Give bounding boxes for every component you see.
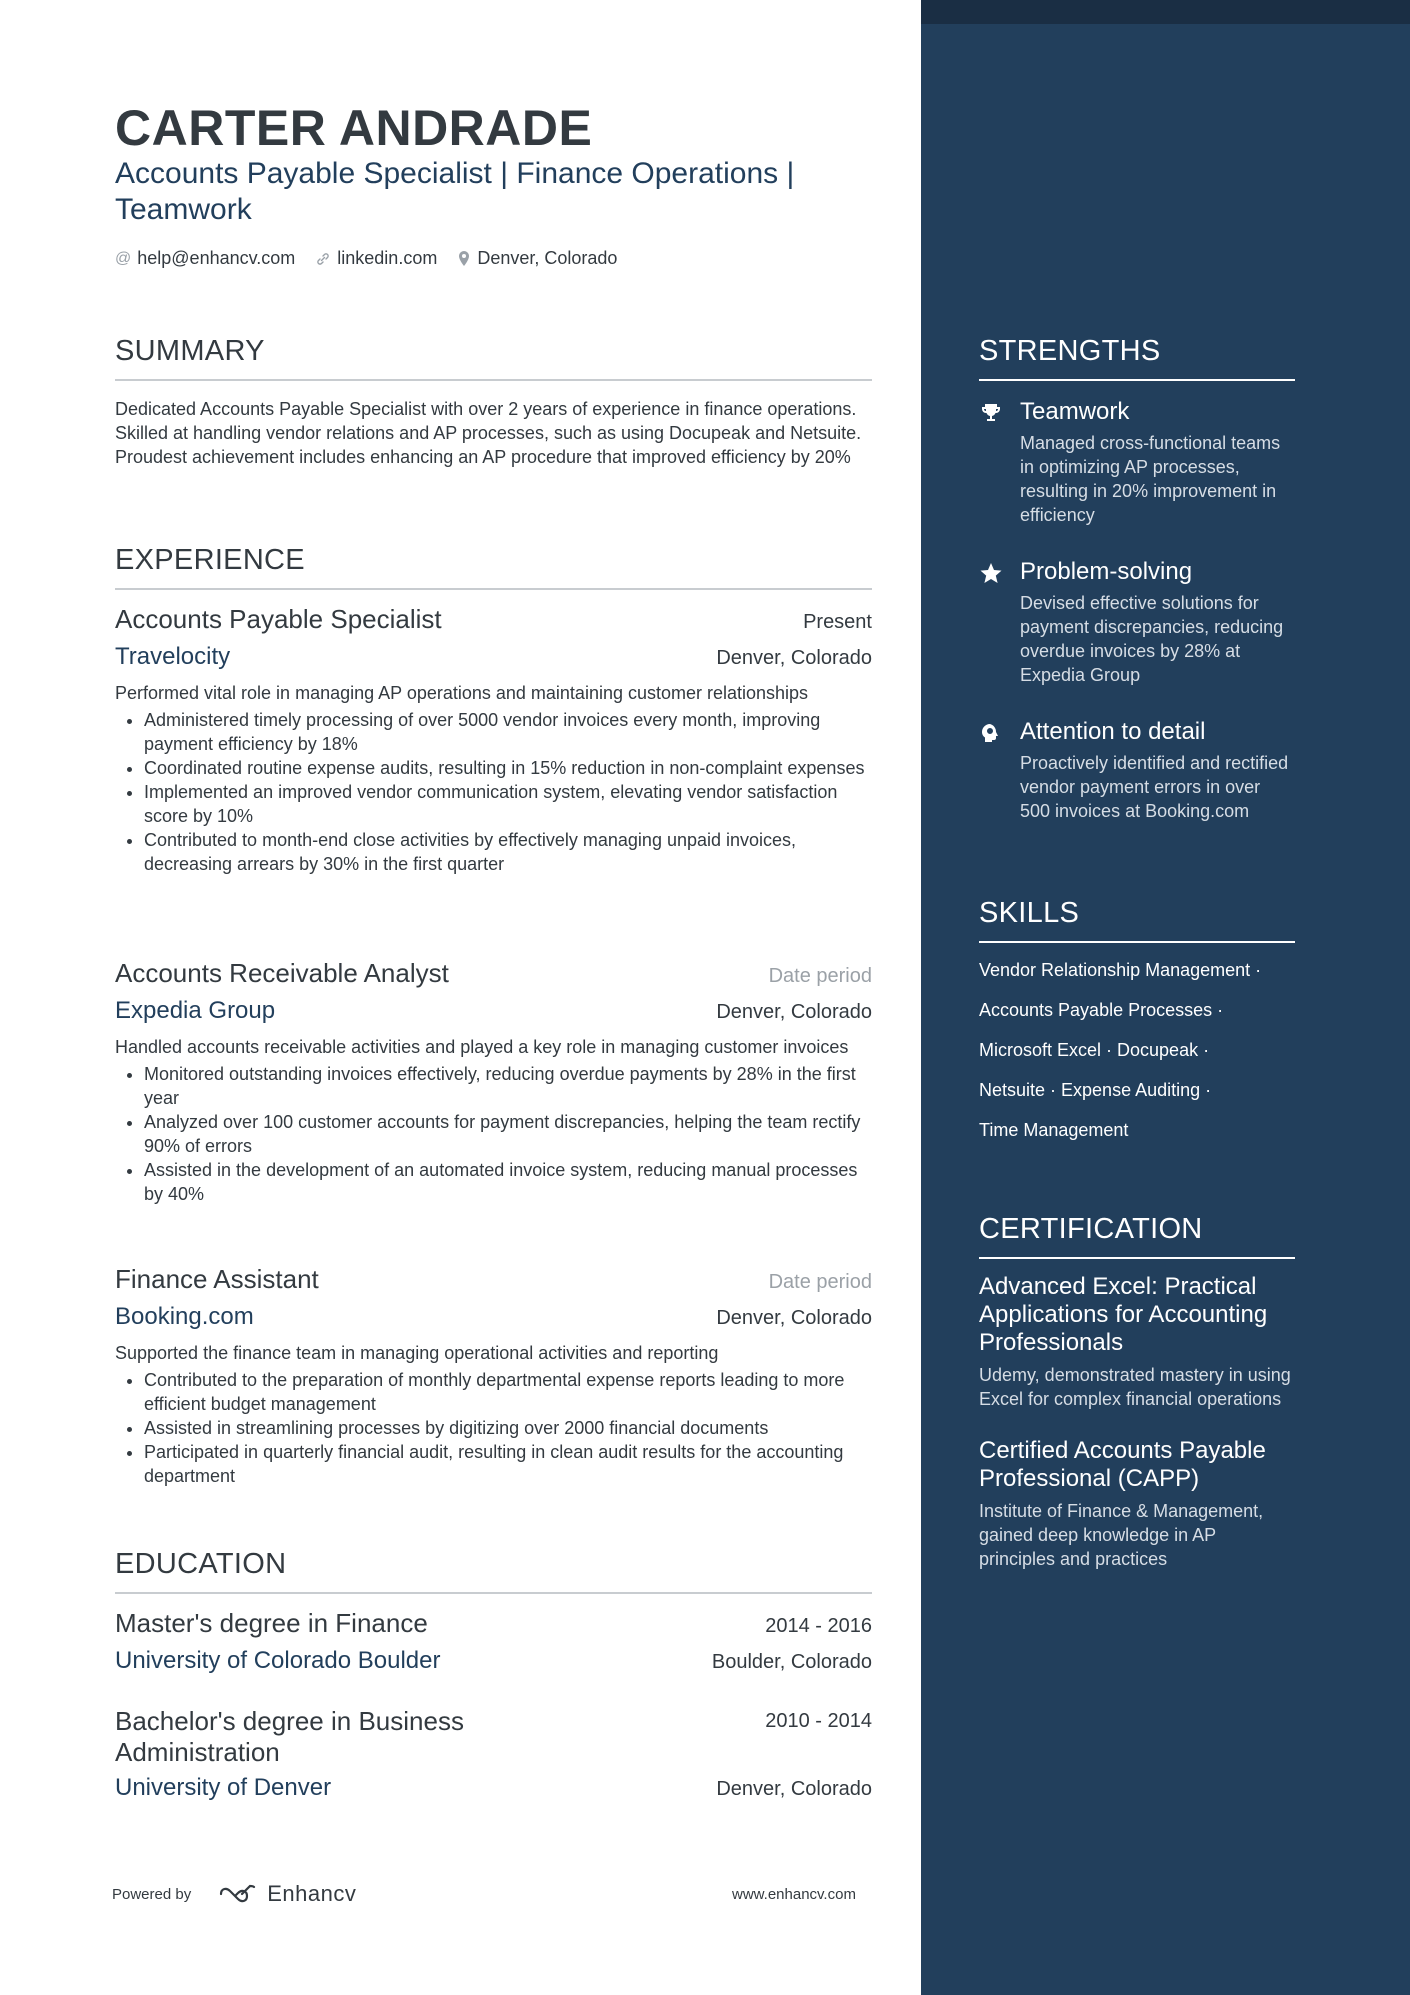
company-location: Denver, Colorado [716, 1307, 872, 1329]
job-bullet: • Monitored outstanding invoices effectively, reducing overdue payments by 28% in the first year [144, 1062, 872, 1110]
job-bullet: • Coordinated routine expense audits, resulting in 15% reduction in non-complaint expenses [144, 756, 872, 780]
certification-name: Certified Accounts Payable Professional (CAPP) [979, 1437, 1266, 1492]
sidebar-top-band [921, 0, 1410, 24]
experience-section [115, 542, 872, 590]
skill-line: Netsuite · Expense Auditing · [979, 1080, 1212, 1100]
job-title: Accounts Receivable Analyst [115, 958, 449, 988]
school-name: University of Denver [115, 1774, 332, 1801]
strength-item [979, 557, 1295, 687]
summary-title: SUMMARY [115, 335, 265, 367]
school-location: Boulder, Colorado [711, 1651, 872, 1673]
divider [115, 1592, 872, 1594]
certification-title: CERTIFICATION [979, 1213, 1203, 1245]
strength-desc: Devised effective solutions for payment discrepancies, reducing overdue invoices by 28% at Expedia Group [1020, 593, 1284, 685]
skills-title: SKILLS [979, 897, 1080, 929]
degree-title: Master's degree in Finance [115, 1608, 428, 1638]
strength-title: Teamwork [1020, 398, 1130, 425]
skills-section [979, 895, 1295, 1158]
contact-linkedin[interactable] [315, 248, 437, 269]
footer-powered-by [112, 1881, 356, 1907]
divider [115, 379, 872, 381]
divider [979, 379, 1295, 381]
job-description: Performed vital role in managing AP operations and maintaining customer relationships [115, 683, 809, 703]
skill-line: Time Management [979, 1120, 1129, 1140]
star-icon [979, 561, 1003, 585]
strength-item [979, 397, 1295, 527]
job-entry [115, 1264, 872, 1488]
education-entry [115, 1608, 872, 1675]
job-bullets [115, 1368, 872, 1488]
contact-location [457, 248, 617, 269]
job-bullet: • Contributed to month-end close activities by effectively managing unpaid invoices, decreasing arrears by 30% in the first quarter [144, 828, 872, 876]
strengths-title: STRENGTHS [979, 335, 1161, 367]
job-description: Handled accounts receivable activities and played a key role in managing customer invoices [115, 1037, 849, 1057]
education-section [115, 1546, 872, 1594]
job-bullet: • Contributed to the preparation of monthly departmental expense reports leading to more efficient budget management [144, 1368, 872, 1416]
company-name: Booking.com [115, 1303, 254, 1330]
strengths-section [979, 333, 1295, 823]
enhancv-logo[interactable] [217, 1881, 356, 1907]
job-bullet: • Analyzed over 100 customer accounts for payment discrepancies, helping the team rectify 90% of errors [144, 1110, 872, 1158]
certification-desc: Udemy, demonstrated mastery in using Excel for complex financial operations [979, 1365, 1291, 1409]
divider [979, 1257, 1295, 1259]
company-name: Expedia Group [115, 997, 276, 1024]
job-date: Date period [768, 965, 872, 987]
certification-desc: Institute of Finance & Management, gained deep knowledge in AP principles and practices [979, 1501, 1264, 1569]
job-title: Finance Assistant [115, 1264, 319, 1294]
divider [115, 588, 872, 590]
job-entry [115, 604, 872, 876]
education-date: 2010 - 2014 [765, 1710, 872, 1732]
link-icon [315, 251, 331, 267]
job-bullets [115, 1062, 872, 1206]
certification-section [979, 1211, 1295, 1571]
education-title: EDUCATION [115, 1548, 287, 1580]
brain-icon [979, 721, 1003, 745]
contact-location-text: Denver, Colorado [477, 248, 618, 268]
at-icon: @ [115, 249, 132, 267]
job-bullet: • Implemented an improved vendor communication system, elevating vendor satisfaction score by 10% [144, 780, 872, 828]
contact-bar [115, 248, 637, 269]
summary-section [115, 333, 872, 469]
powered-by-label: Powered by [112, 1885, 192, 1903]
job-bullet: • Administered timely processing of over 5000 vendor invoices every month, improving payment efficiency by 18% [144, 708, 872, 756]
contact-email[interactable] [115, 248, 295, 269]
strength-desc: Proactively identified and rectified vendor payment errors in over 500 invoices at Booking.com [1020, 753, 1289, 821]
enhancv-brand: Enhancv [267, 1881, 357, 1906]
company-location: Denver, Colorado [716, 647, 872, 669]
certification-item [979, 1437, 1295, 1571]
job-date: Present [803, 611, 872, 633]
skill-line: Vendor Relationship Management · [979, 960, 1262, 980]
contact-linkedin-text: linkedin.com [337, 248, 438, 268]
strength-item [979, 717, 1295, 823]
job-bullets [115, 708, 872, 876]
education-entry [115, 1706, 872, 1802]
job-bullet: • Assisted in the development of an automated invoice system, reducing manual processes by 40% [144, 1158, 872, 1206]
certification-item [979, 1273, 1295, 1411]
summary-text: Dedicated Accounts Payable Specialist with over 2 years of experience in finance operations. Skilled at handling vendor relations and AP processes, such as using Docupeak and Netsuite. Proudest achievement includes enhancing an AP procedure that improved efficiency by 20% [115, 399, 862, 467]
candidate-name: CARTER ANDRADE [115, 100, 593, 156]
footer-website[interactable]: www.enhancv.com [732, 1886, 856, 1903]
location-pin-icon [457, 250, 471, 268]
trophy-icon [979, 401, 1003, 425]
skill-line: Microsoft Excel · Docupeak · [979, 1040, 1210, 1060]
job-description: Supported the finance team in managing operational activities and reporting [115, 1343, 719, 1363]
job-entry [115, 958, 872, 1206]
experience-title: EXPERIENCE [115, 544, 305, 576]
divider [979, 941, 1295, 943]
certification-name: Advanced Excel: Practical Applications for Accounting Professionals [979, 1273, 1268, 1356]
job-title: Accounts Payable Specialist [115, 604, 442, 634]
strength-title: Attention to detail [1020, 718, 1206, 745]
job-bullet: • Participated in quarterly financial audit, resulting in clean audit results for the accounting department [144, 1440, 872, 1488]
headline: Accounts Payable Specialist | Finance Operations | Teamwork [115, 157, 795, 226]
contact-email-text: help@enhancv.com [137, 248, 296, 268]
education-date: 2014 - 2016 [765, 1615, 872, 1637]
strength-title: Problem-solving [1020, 558, 1193, 585]
job-bullet: • Assisted in streamlining processes by digitizing over 2000 financial documents [144, 1416, 872, 1440]
company-location: Denver, Colorado [716, 1001, 872, 1023]
enhancv-logo-icon [217, 1882, 263, 1906]
school-name: University of Colorado Boulder [115, 1647, 441, 1674]
skill-line: Accounts Payable Processes · [979, 1000, 1224, 1020]
skills-list [979, 958, 1295, 1142]
degree-title: Bachelor's degree in Business Administration [115, 1706, 464, 1767]
strength-desc: Managed cross-functional teams in optimizing AP processes, resulting in 20% improvement in efficiency [1020, 433, 1281, 525]
school-location: Denver, Colorado [716, 1778, 872, 1800]
job-date: Date period [768, 1271, 872, 1293]
company-name: Travelocity [115, 643, 231, 670]
